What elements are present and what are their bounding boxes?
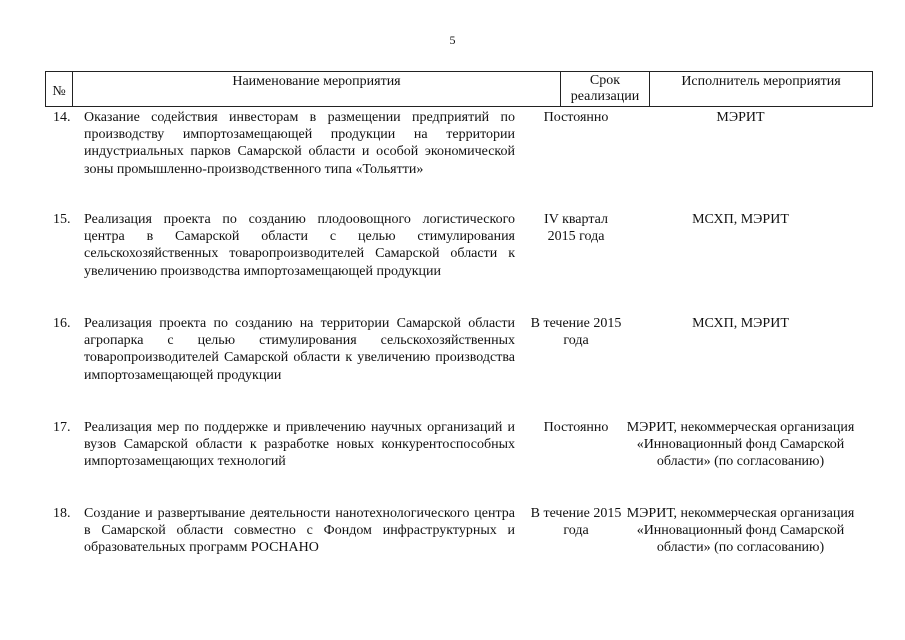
row-number: 17. bbox=[53, 420, 71, 435]
row-term: IV квартал 2015 года bbox=[544, 212, 608, 245]
row-number: 14. bbox=[53, 110, 71, 125]
row-activity-name: Реализация проекта по созданию плодоовощного логистического центра в Самарской области с целью стимулирования сельскохозяйственных товаропроизводителей Самарской области к увеличению производства импортозамещающей продукции bbox=[84, 212, 515, 279]
table-header bbox=[45, 71, 873, 107]
row-executor: МЭРИТ, некоммерческая организация «Инновационный фонд Самарской области» (по согласованию) bbox=[626, 420, 855, 470]
row-executor: МЭРИТ, некоммерческая организация «Инновационный фонд Самарской области» (по согласованию) bbox=[626, 506, 855, 556]
header-term-line2: реализации bbox=[570, 89, 640, 104]
row-executor: МСХП, МЭРИТ bbox=[692, 316, 789, 331]
header-executor: Исполнитель мероприятия bbox=[681, 74, 841, 89]
row-number: 15. bbox=[53, 212, 71, 227]
row-activity-name: Реализация мер по поддержке и привлечению научных организаций и вузов Самарской области к разработке новых конкурентоспособных импортозамещающих технологий bbox=[84, 420, 515, 470]
row-activity-name: Реализация проекта по созданию на территории Самарской области агропарка с целью стимулирования сельскохозяйственных товаропроизводителей Самарской области к увеличению производства импортозамещающей продукции bbox=[84, 316, 515, 383]
header-number: № bbox=[46, 72, 73, 106]
header-activity-name: Наименование мероприятия bbox=[73, 72, 561, 106]
row-executor: МЭРИТ bbox=[716, 110, 765, 125]
row-term: В течение 2015 года bbox=[530, 316, 622, 349]
row-term: Постоянно bbox=[543, 420, 609, 435]
row-number: 18. bbox=[53, 506, 71, 521]
page-number: 5 bbox=[449, 33, 456, 47]
row-executor: МСХП, МЭРИТ bbox=[692, 212, 789, 227]
header-term bbox=[561, 72, 650, 106]
row-term: В течение 2015 года bbox=[530, 506, 622, 539]
row-activity-name: Оказание содействия инвесторам в размещении предприятий по производству импортозамещающей продукции на территории индустриальных парков Самарской области и особой экономической зоны промышленно-производственного типа «Тольятти» bbox=[84, 110, 515, 177]
header-term-line1: Срок bbox=[589, 73, 621, 88]
row-activity-name: Создание и развертывание деятельности нанотехнологического центра в Самарской области совместно с Фондом инфраструктурных и образовательных программ РОСНАНО bbox=[84, 506, 515, 556]
row-number: 16. bbox=[53, 316, 71, 331]
row-term: Постоянно bbox=[543, 110, 609, 125]
